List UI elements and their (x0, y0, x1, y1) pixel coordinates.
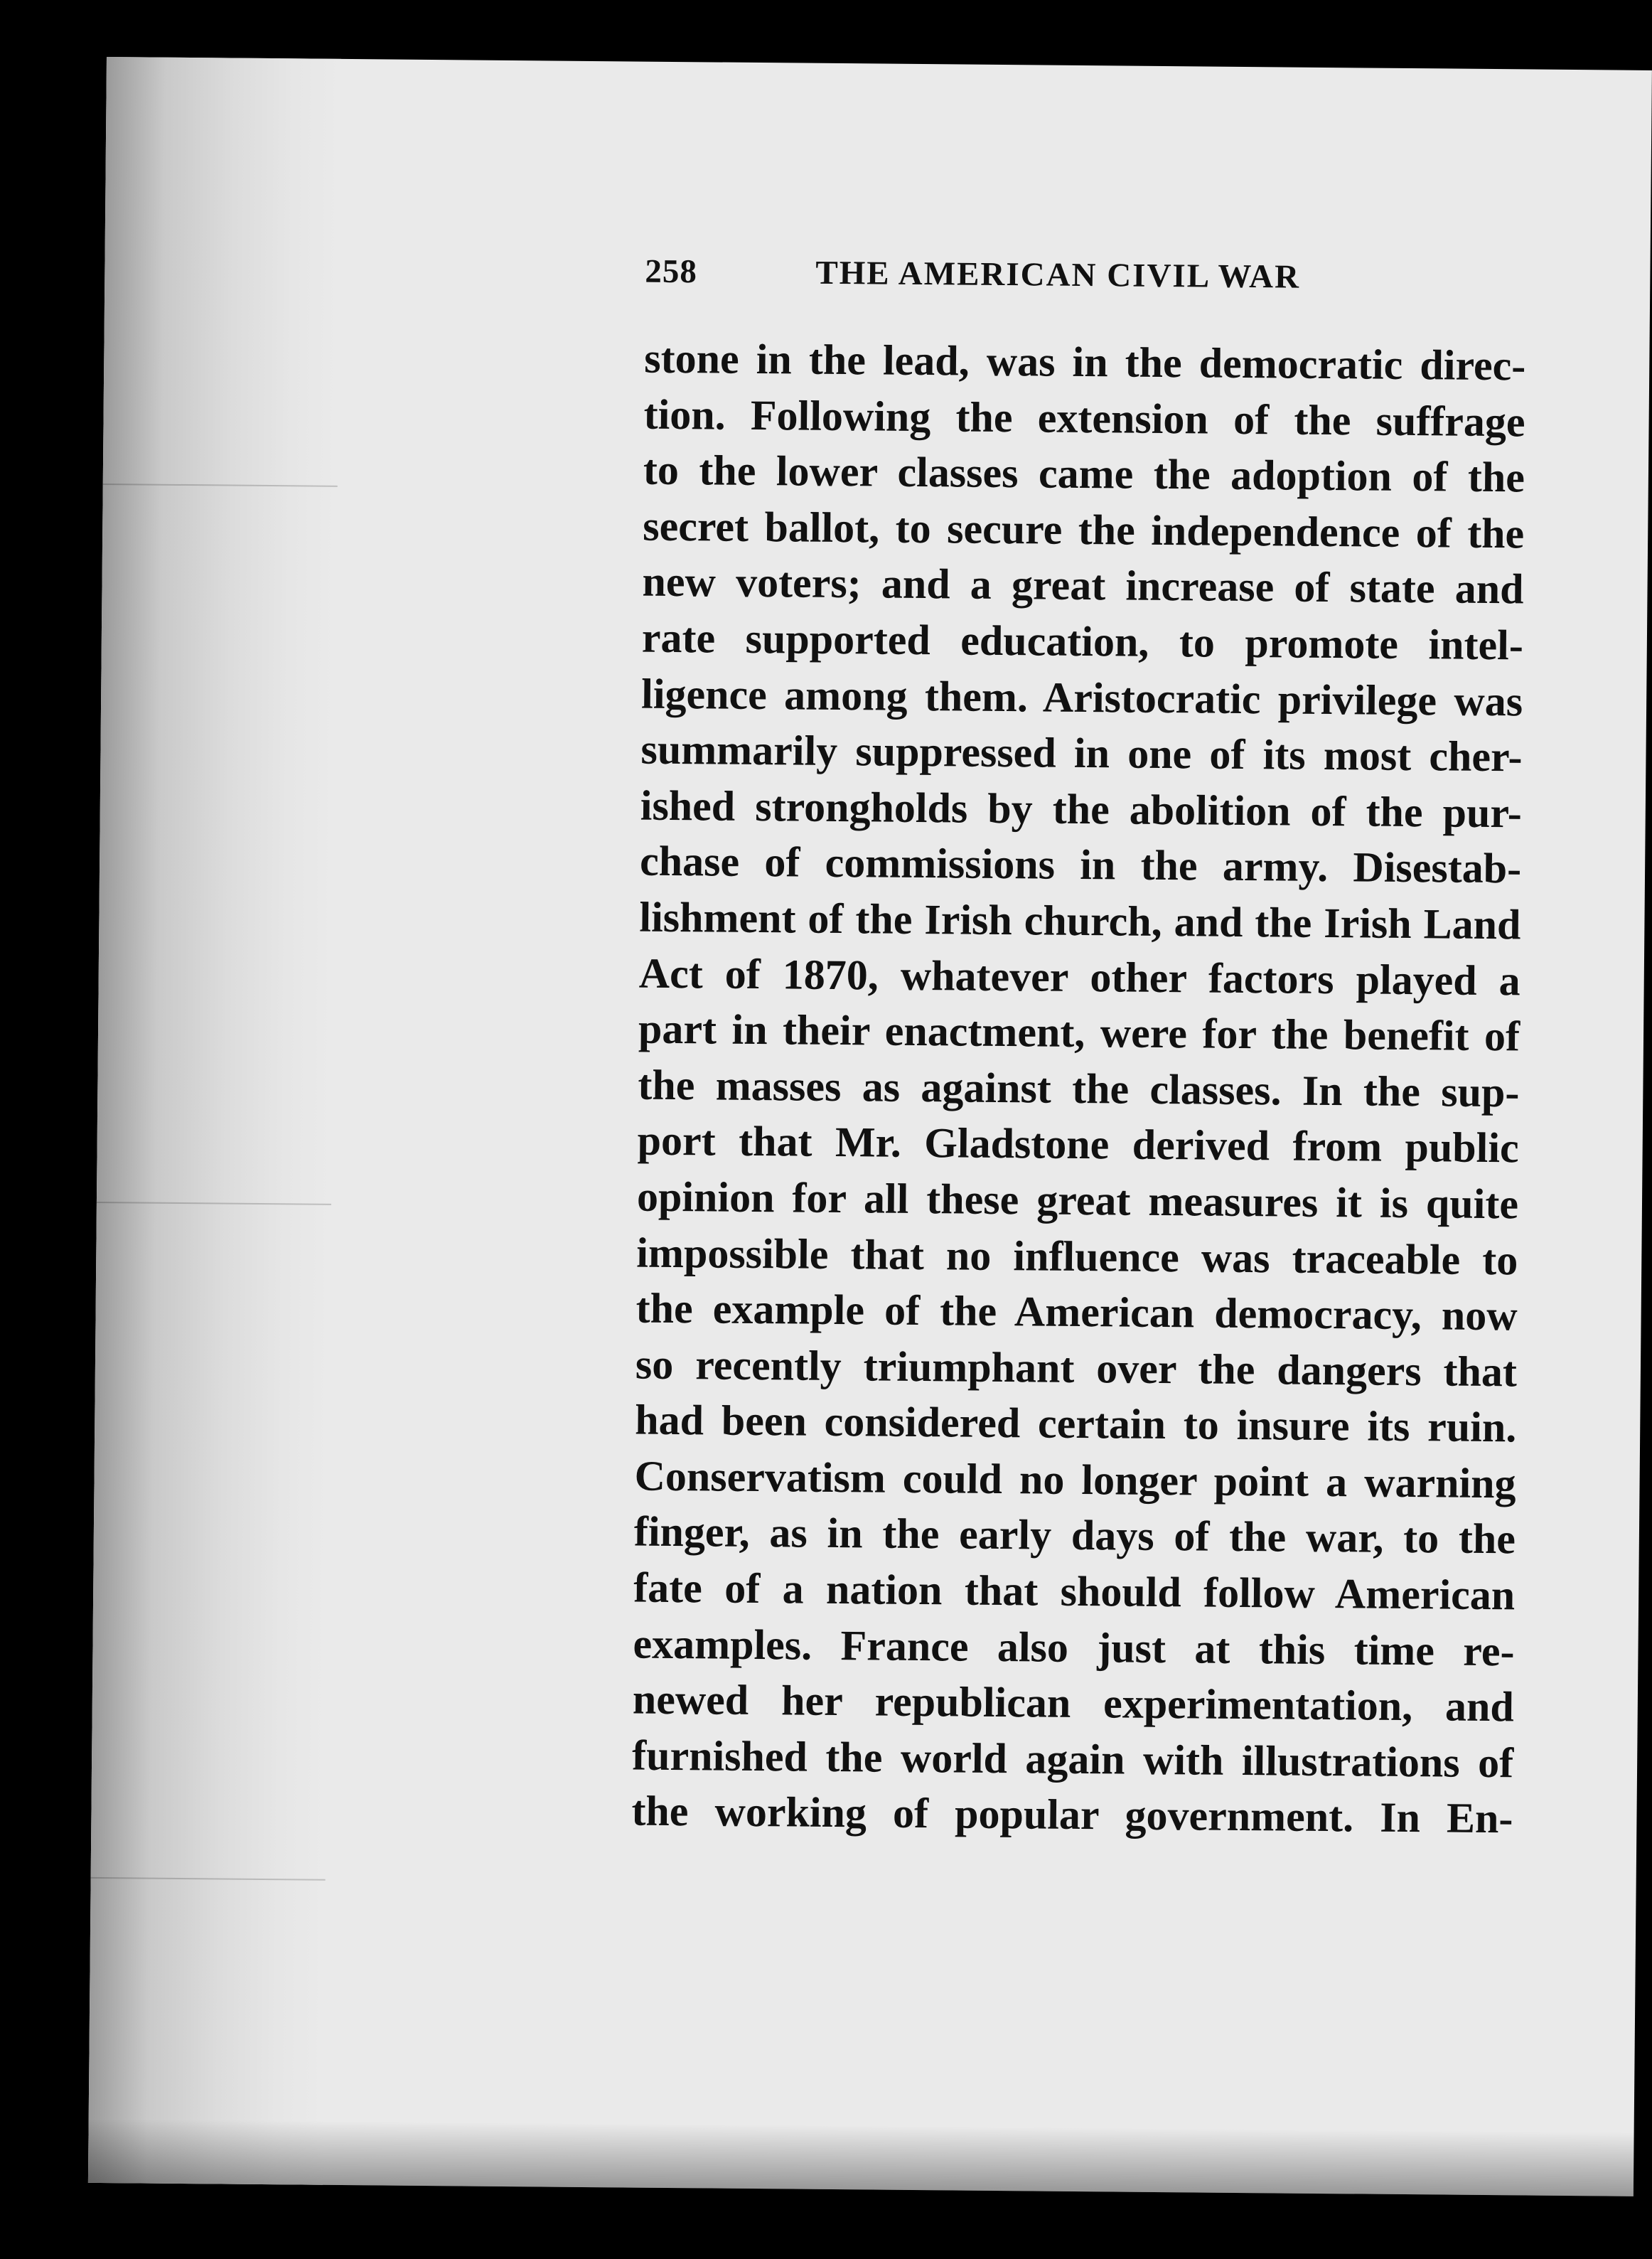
text-line: impossible that no influence was traceable to (636, 1229, 1518, 1283)
gutter-line (103, 484, 338, 487)
text-line: rate supported education, to promote intel- (641, 614, 1524, 669)
text-line: so recently triumphant over the dangers that (635, 1340, 1518, 1396)
running-head-title: THE AMERICAN CIVIL WAR (815, 254, 1301, 296)
text-line: Act of 1870, whatever other factors played a (638, 949, 1521, 1004)
text-line: the masses as against the classes. In the sup- (638, 1061, 1520, 1116)
text-line: ished strongholds by the abolition of the pur- (640, 781, 1523, 837)
text-line: had been considered certain to insure its ruin. (635, 1396, 1517, 1451)
gutter-line (91, 1877, 326, 1881)
text-line: furnished the world again with illustrations of (631, 1731, 1514, 1787)
running-head (645, 252, 1527, 338)
text-line: the working of popular government. In En- (631, 1787, 1513, 1842)
book-page (88, 57, 1652, 2196)
text-line: examples. France also just at this time re- (633, 1620, 1515, 1675)
text-line: port that Mr. Gladstone derived from public (637, 1116, 1519, 1172)
text-line: chase of commissions in the army. Disestab- (639, 837, 1522, 892)
text-line: newed her republican experimentation, and (632, 1675, 1515, 1731)
text-line: new voters; and a great increase of state and (642, 557, 1524, 613)
text-line: part in their enactment, were for the benefit of (638, 1005, 1520, 1060)
text-line: secret ballot, to secure the independence of the (642, 502, 1525, 557)
text-line: lishment of the Irish church, and the Irish Land (639, 893, 1521, 949)
text-line: opinion for all these great measures it is quite (636, 1173, 1519, 1228)
text-line: finger, as in the early days of the war, to the (633, 1508, 1516, 1563)
text-line: the example of the American democracy, now (635, 1284, 1518, 1340)
text-line: stone in the lead, was in the democratic direc- (644, 334, 1526, 390)
text-line: Conservatism could no longer point a warning (634, 1452, 1516, 1507)
page-number: 258 (645, 252, 698, 291)
page-text-block (631, 252, 1526, 1847)
text-line: summarily suppressed in one of its most cher- (640, 725, 1523, 781)
page-bottom-shadow (88, 2119, 1634, 2196)
text-line: ligence among them. Aristocratic privilege was (640, 670, 1523, 725)
body-text (631, 331, 1525, 1847)
text-line: to the lower classes came the adoption of the (643, 446, 1525, 501)
page-gutter-shading (88, 57, 341, 2185)
text-line: tion. Following the extension of the suffrage (643, 390, 1525, 446)
gutter-line (97, 1202, 331, 1205)
text-line: fate of a nation that should follow American (633, 1564, 1516, 1619)
